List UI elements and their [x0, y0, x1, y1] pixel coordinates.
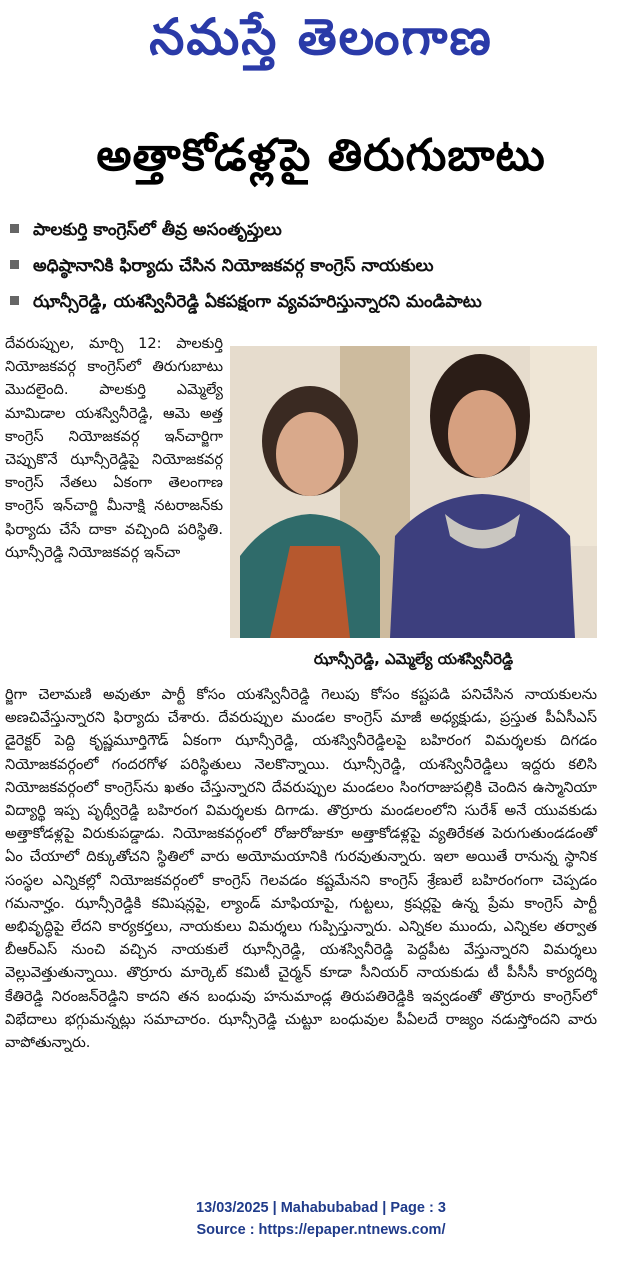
article-left-column [5, 332, 223, 564]
article-photo [230, 346, 597, 638]
footer-source: Source : https://epaper.ntnews.com/ [196, 1222, 446, 1238]
newspaper-masthead: నమస్తే తెలంగాణ [149, 8, 493, 66]
page-footer [0, 1197, 642, 1241]
subheadline-item [10, 212, 635, 248]
subheadline-text: పాలకుర్తి కాంగ్రెస్‌లో తీవ్ర అసంతృప్తులు [33, 220, 282, 240]
square-bullet-icon [10, 260, 19, 269]
subheadline-list [10, 212, 635, 320]
subheadline-text: అధిష్ఠానానికి ఫిర్యాదు చేసిన నియోజకవర్గ కాంగ్రెస్ నాయకులు [33, 256, 434, 276]
article-paragraph-left: దేవరుప్పుల, మార్చి 12: పాలకుర్తి నియోజకవర్గ కాంగ్రెస్‌లో తిరుగుబాటు మొదలైంది. పాలకుర్తి ఎమ్మెల్యే మామిడాల యశస్వినీరెడ్డి, ఆమె అత్త కాంగ్రెస్ నియోజకవర్గ ఇన్‌చార్జిగా చెప్పుకొనే ఝాన్సీరెడ్డిపై నియోజకవర్గ కాంగ్రెస్ నేతలు ఏకంగా తెలంగాణ కాంగ్రెస్ ఇన్‌చార్జి మీనాక్షి నటరాజన్‌కు ఫిర్యాదు చేసే దాకా వచ్చింది పరిస్థితి. ఝాన్సీరెడ్డి నియోజకవర్గ ఇన్‌చా [5, 335, 223, 561]
subheadline-text: ఝాన్సీరెడ్డి, యశస్వినీరెడ్డి ఏకపక్షంగా వ్యవహరిస్తున్నారని మండిపాటు [33, 292, 482, 312]
article-full-column [5, 683, 597, 1054]
photo-caption: ఝాన్సీరెడ్డి, ఎమ్మెల్యే యశస్వినీరెడ్డి [313, 650, 514, 668]
footer-date-edition: 13/03/2025 | Mahabubabad | Page : 3 [196, 1200, 446, 1216]
subheadline-item [10, 284, 635, 320]
article-headline: అత్తాకోడళ్లపై తిరుగుబాటు [96, 130, 546, 181]
article-paragraph-full: ర్జిగా చెలామణి అవుతూ పార్టీ కోసం యశస్వినీరెడ్డి గెలుపు కోసం కష్టపడి పనిచేసిన నాయకులను అణచివేస్తున్నారని ఫిర్యాదు చేశారు. దేవరుప్పుల మండల కాంగ్రెస్ మాజీ అధ్యక్షుడు, ప్రస్తుత పీఏసీఎస్ డైరెక్టర్ పెద్ది కృష్ణమూర్తిగౌడ్ ఏకంగా ఝాన్సీరెడ్డి, యశస్వినీరెడ్డిలపై బహిరంగ విమర్శలకు దిగడం నియోజకవర్గంలో గందరగోళ పరిస్థితులు నెలకొన్నాయి. ఝాన్సీరెడ్డి, యశస్వినీరెడ్డిలు ఇద్దరు కలిసి నియోజకవర్గంలో కాంగ్రెస్‌ను ఖతం చేస్తున్నారని దేవరుప్పుల మండలం సింగరాజుపల్లికి చెందిన ఉస్మానియా విద్యార్థి ఇప్ప పృథ్వీరెడ్డి బహిరంగ విమర్శలకు దిగాడు. తొర్రూరు మండలంలోని సురేశ్ అనే యువకుడు అత్తాకోడళ్లపై విరుకుపడ్డాడు. నియోజకవర్గంలో రోజురోజుకూ అత్తాకోడళ్లపై వ్యతిరేకత పెరుగుతుండడంతో ఏం చేయాలో దిక్కుతోచని స్థితిలో వారు అయోమయానికి గురవుతున్నారు. ఇలా అయితే రానున్న స్థానిక సంస్థల ఎన్నికల్లో నియోజకవర్గంలో కాంగ్రెస్ గెలవడం కష్టమేనని కాంగ్రెస్ శ్రేణులే బహిరంగంగా చెప్పడం గమనార్హం. ఝాన్సీరెడ్డికి కమిషన్లపై, ల్యాండ్ మాఫియాపై, గుట్టలు, క్రషర్లపై ఉన్న ప్రేమ కాంగ్రెస్ పార్టీ అభివృద్ధిపై లేదని కార్యకర్తలు, నాయకులు విమర్శలు గుప్పిస్తున్నారు. ఎన్నికల ముందు, ఎన్నికల తర్వాత బీఆర్‌ఎస్ నుంచి వచ్చిన నాయకులే ఝాన్సీరెడ్డి, యశస్వినీరెడ్డి పెద్దపీట వేస్తున్నారని విమర్శలు వెల్లువెత్తుతున్నాయి. తొర్రూరు మార్కెట్ కమిటీ చైర్మన్ కూడా సీనియర్ నాయకుడు టీ పీసీసీ కార్యదర్శి కేతిరెడ్డి నిరంజన్‌రెడ్డిని కాదని తన బంధువు హనుమాండ్ల తిరుపతిరెడ్డికి ఇవ్వడంతో తొర్రూరు కాంగ్రెస్‌లో విభేదాలు భగ్గుమన్నట్లు సమాచారం. ఝాన్సీరెడ్డి చుట్టూ బంధువుల పీఏలదే రాజ్యం నడుస్తోందని వారు వాపోతున్నారు. [5, 686, 597, 1052]
square-bullet-icon [10, 296, 19, 305]
subheadline-item [10, 248, 635, 284]
photo-illustration [230, 346, 597, 638]
square-bullet-icon [10, 224, 19, 233]
